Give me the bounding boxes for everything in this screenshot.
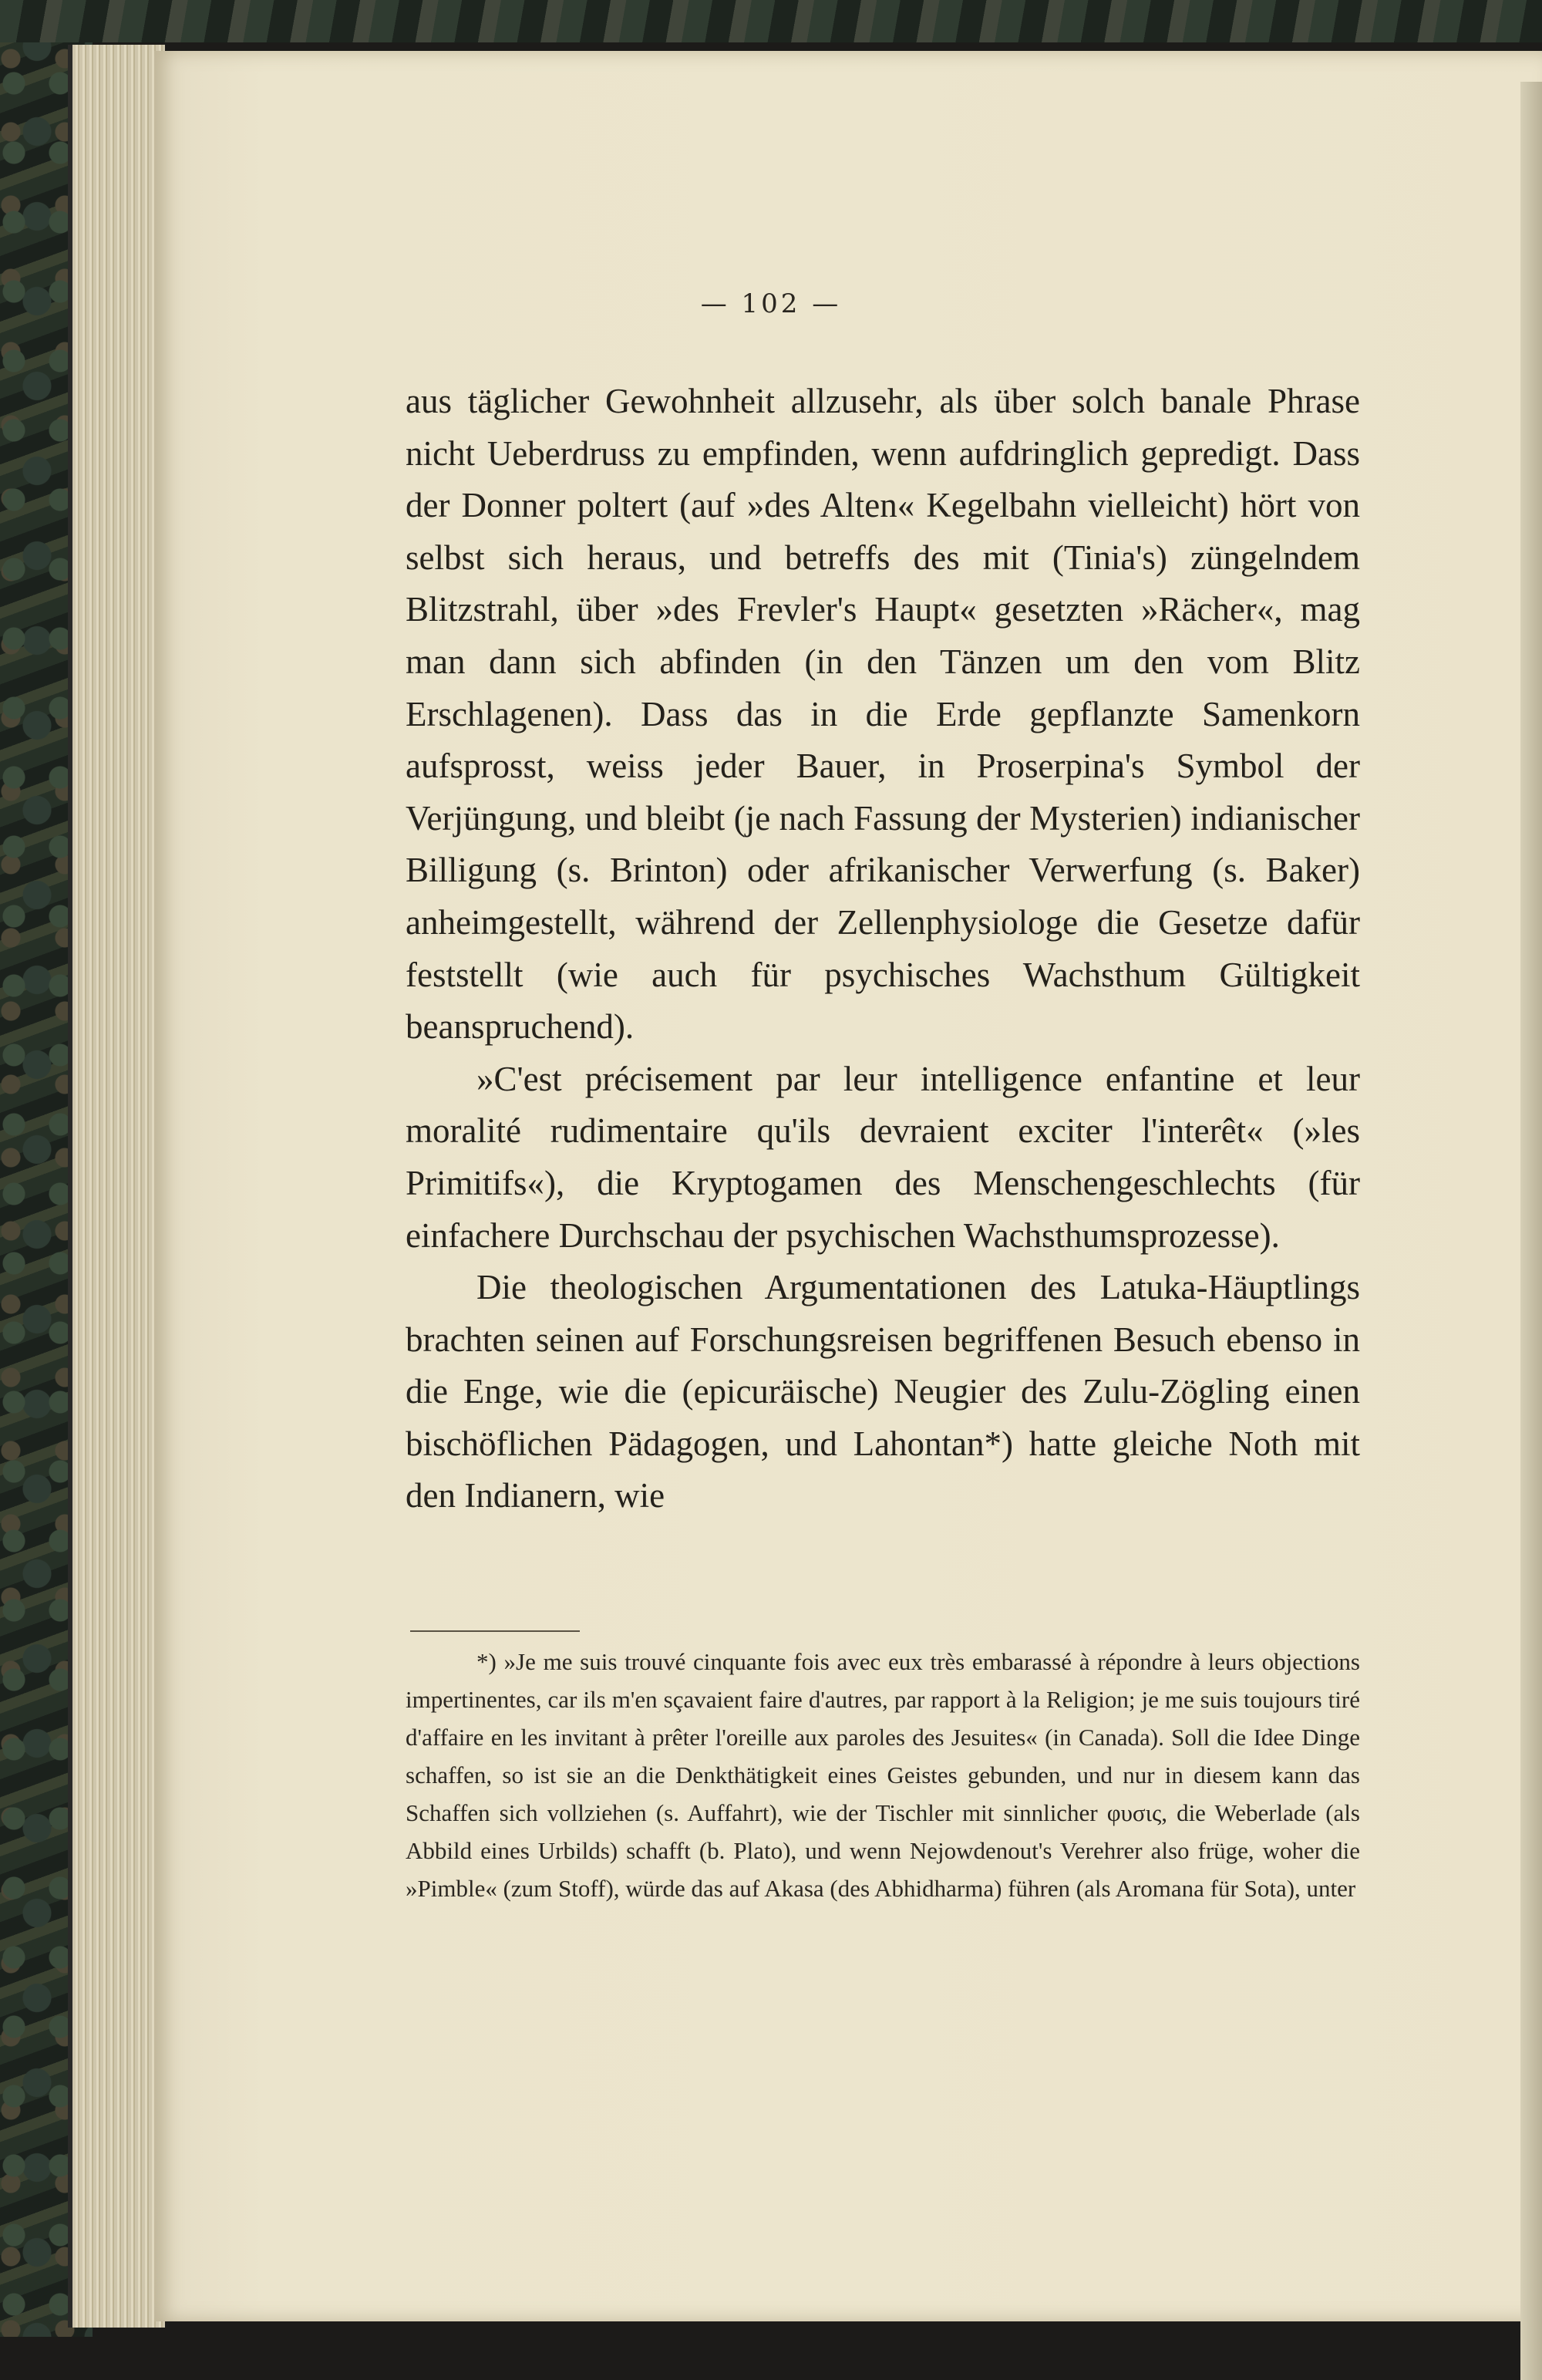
- footnote: *) »Je me suis trouvé cinquante fois avec eux très embarassé à répondre à leurs objections impertinentes, car ils m'en sçavaient faire d'autres, par rapport à la Religion; je me suis toujours tiré d'affaire en les invitant à prêter l'oreille aux paroles des Jesuites« (in Canada). Soll die Idee Dinge schaffen, so ist sie an die Denkthätigkeit eines Geistes gebunden, und nur in diesem kann das Schaffen sich vollziehen (s. Auffahrt), wie der Tischler mit sinnlicher φυσις, die Weberlade (als Abbild eines Urbilds) schafft (b. Plato), und wenn Nejowdenout's Verehrer also früge, woher die »Pimble« (zum Stoff), würde das auf Akasa (des Abhidharma) führen (als Aromana für Sota), unter: [406, 1648, 1360, 1902]
- paragraph-3: Die theologischen Argumentationen des Latuka-Häuptlings brachten seinen auf Forschungsreisen begriffenen Besuch ebenso in die Enge, wie die (epicuräische) Neugier des Zulu-Zögling einen bischöflichen Pädagogen, und Lahontan*) hatte gleiche Noth mit den Indianern, wie: [406, 1268, 1360, 1515]
- page-block-edges: [68, 45, 165, 2328]
- page-right-edge: [1520, 82, 1542, 2380]
- paragraph-1: aus täglicher Gewohnheit allzusehr, als über solch banale Phrase nicht Ueberdruss zu empfinden, wenn aufdringlich gepredigt. Dass der Donner poltert (auf »des Alten« Kegelbahn vielleicht) hört von selbst sich heraus, und betreffs des mit (Tinia's) züngelndem Blitzstrahl, über »des Frevler's Haupt« gesetzten »Rächer«, mag man dann sich abfinden (in den Tänzen um den vom Blitz Erschlagenen). Dass das in die Erde gepflanzte Samenkorn aufsprosst, weiss jeder Bauer, in Proserpina's Symbol der Verjüngung, und bleibt (je nach Fassung der Mysterien) indianischer Billigung (s. Brinton) oder afrikanischer Verwerfung (s. Baker) anheimgestellt, während der Zellenphysiologe die Gesetze dafür feststellt (wie auch für psychisches Wachsthum Gültigkeit beanspruchend).: [406, 382, 1360, 1047]
- binding-top-edge: [0, 0, 1542, 42]
- footnote-rule: [410, 1630, 580, 1632]
- page-number-header: — 102 —: [700, 288, 842, 319]
- main-text: [406, 376, 1360, 1522]
- paragraph-2: »C'est précisement par leur intelligence enfantine et leur moralité rudimentaire qu'ils devraient exciter l'interêt« (»les Primitifs«), die Kryptogamen des Menschengeschlechts (für einfachere Durchschau der psychischen Wachsthumsprozesse).: [406, 1059, 1360, 1255]
